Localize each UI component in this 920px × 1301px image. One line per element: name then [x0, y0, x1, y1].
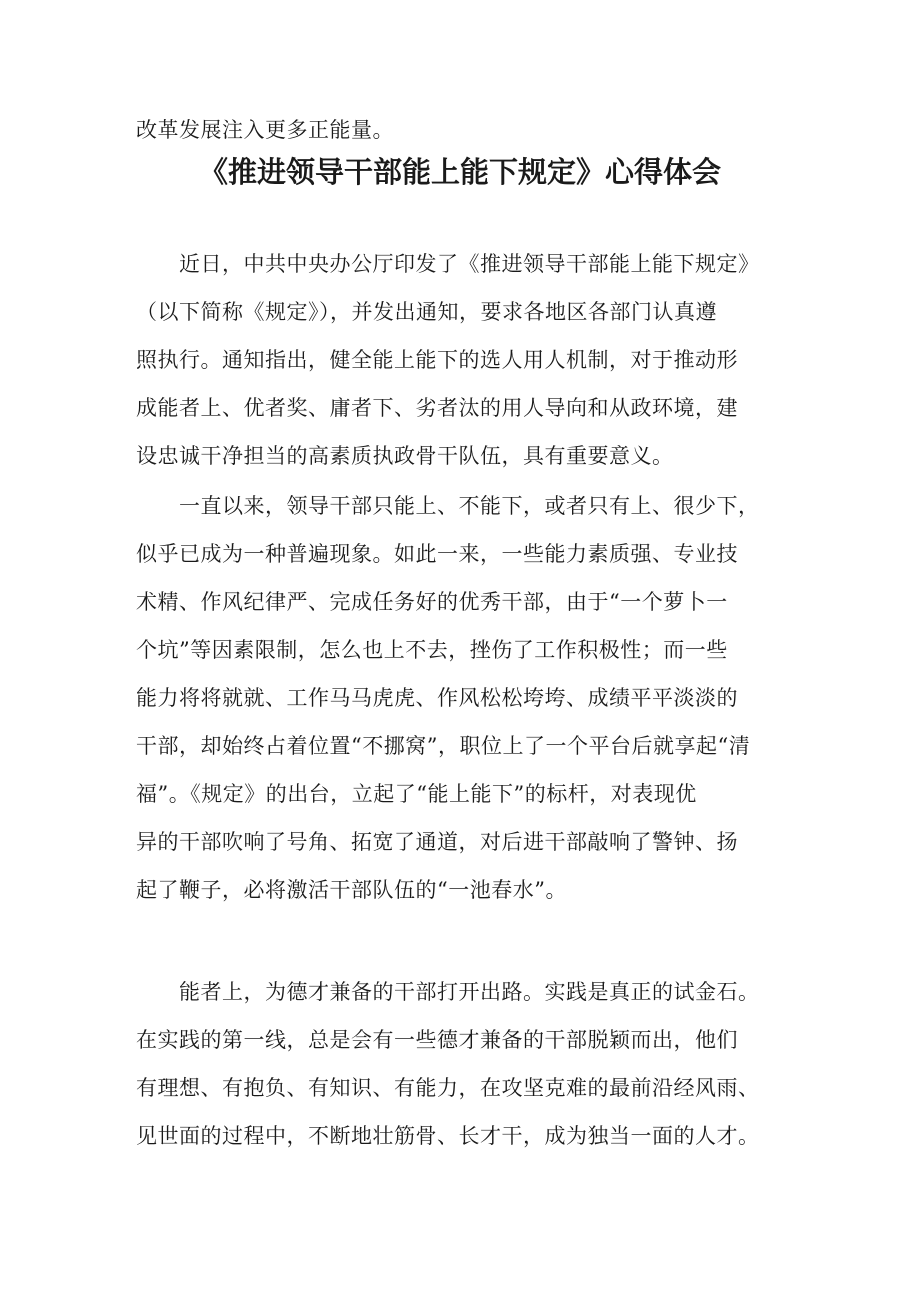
paragraph-line: 异的干部吹响了号角、拓宽了通道，对后进干部敲响了警钟、扬	[136, 830, 738, 854]
paragraph-line: 能力将将就就、工作马马虎虎、作风松松垮垮、成绩平平淡淡的	[136, 686, 738, 710]
paragraph-line: 干部，却始终占着位置“不挪窝”，职位上了一个平台后就享起“清	[136, 734, 751, 758]
paragraph-line: 起了鞭子，必将激活干部队伍的“一池春水”。	[136, 878, 567, 902]
paragraph-line: 能者上，为德才兼备的干部打开出路。实践是真正的试金石。	[136, 980, 760, 1004]
paragraph-line: 一直以来，领导干部只能上、不能下，或者只有上、很少下，	[136, 494, 760, 518]
paragraph-line: 近日，中共中央办公厅印发了《推进领导干部能上能下规定》	[136, 252, 760, 276]
paragraph-line: 成能者上、优者奖、庸者下、劣者汰的用人导向和从政环境，建	[136, 396, 738, 420]
paragraph-line: （以下简称《规定》），并发出通知，要求各地区各部门认真遵	[136, 300, 717, 324]
paragraph-line: 似乎已成为一种普遍现象。如此一来，一些能力素质强、专业技	[136, 542, 738, 566]
document-title: 《推进领导干部能上能下规定》心得体会	[198, 155, 721, 189]
paragraph-line: 设忠诚干净担当的高素质执政骨干队伍，具有重要意义。	[136, 444, 674, 468]
paragraph-line: 术精、作风纪律严、完成任务好的优秀干部，由于“一个萝卜一	[136, 590, 728, 614]
paragraph-line: 见世面的过程中，不断地壮筋骨、长才干，成为独当一面的人才。	[136, 1124, 760, 1148]
paragraph-line: 有理想、有抱负、有知识、有能力，在攻坚克难的最前沿经风雨、	[136, 1076, 760, 1100]
paragraph-line: 照执行。通知指出，健全能上能下的选人用人机制，对于推动形	[136, 348, 738, 372]
paragraph-line: 在实践的第一线，总是会有一些德才兼备的干部脱颖而出，他们	[136, 1028, 738, 1052]
paragraph-line: 个坑”等因素限制，怎么也上不去，挫伤了工作积极性；而一些	[136, 638, 728, 662]
paragraph-line: 福”。《规定》的出台，立起了“能上能下”的标杆，对表现优	[136, 782, 697, 806]
carryover-text-line: 改革发展注入更多正能量。	[136, 118, 394, 142]
